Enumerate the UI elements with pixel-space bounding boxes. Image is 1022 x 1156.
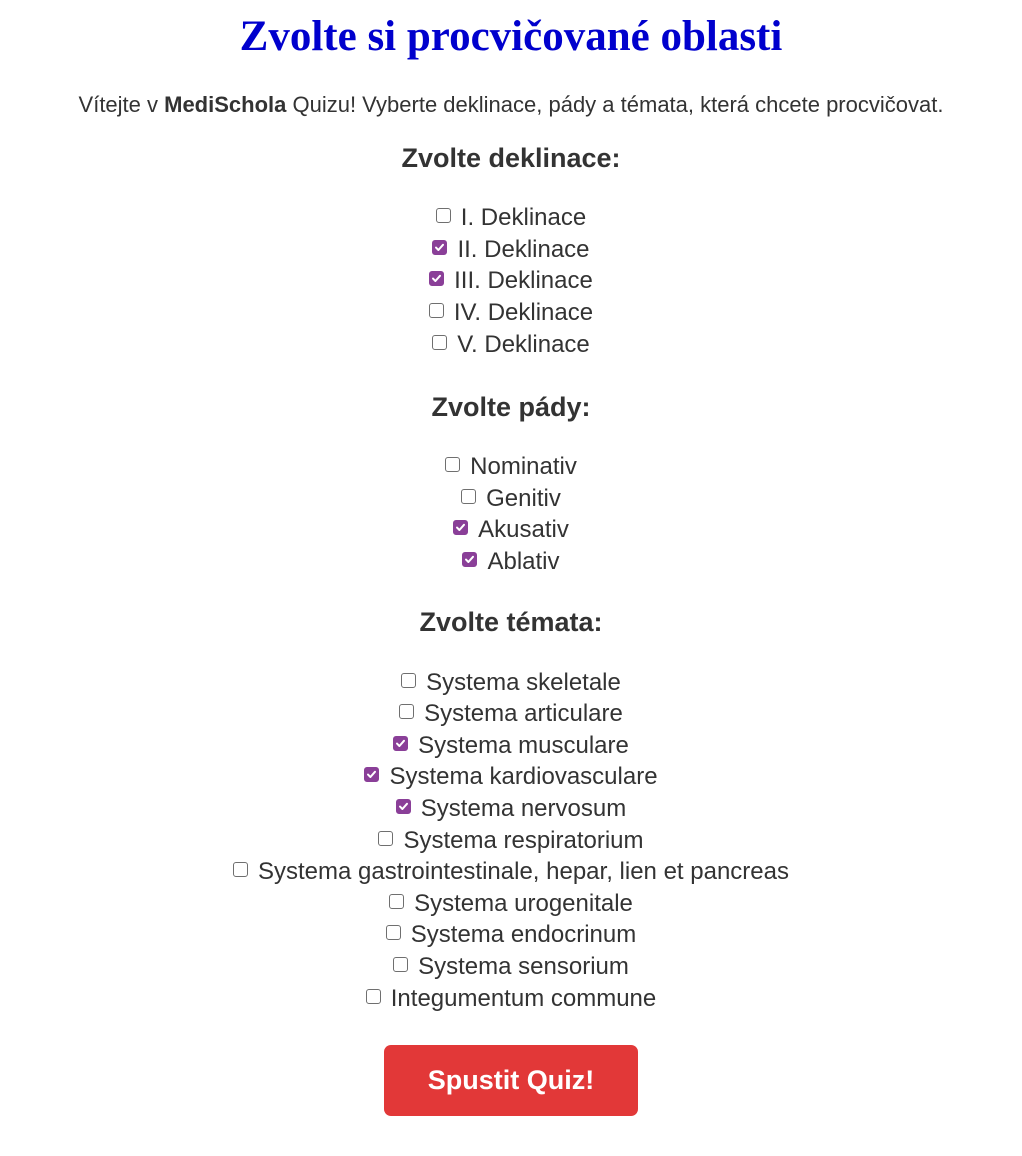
case-label: Ablativ bbox=[487, 548, 560, 576]
checkbox[interactable] bbox=[429, 271, 444, 286]
topic-label: Integumentum commune bbox=[390, 984, 657, 1012]
declensions-heading: Zvolte deklinace: bbox=[401, 143, 621, 173]
start-quiz-button[interactable]: Spustit Quiz! bbox=[384, 1045, 638, 1116]
checkmark-icon bbox=[431, 273, 442, 284]
topic-option[interactable] bbox=[0, 666, 1022, 698]
topic-label: Systema gastrointestinale, hepar, lien et pancreas bbox=[258, 858, 789, 886]
declension-label: III. Deklinace bbox=[454, 267, 593, 295]
checkbox[interactable] bbox=[436, 208, 451, 223]
checkmark-icon bbox=[398, 801, 409, 812]
checkbox[interactable] bbox=[233, 862, 248, 877]
cases-options bbox=[0, 451, 1022, 577]
brand-name: MediSchola bbox=[164, 92, 287, 117]
checkbox[interactable] bbox=[364, 767, 379, 782]
case-option[interactable] bbox=[0, 451, 1022, 483]
topics-heading: Zvolte témata: bbox=[419, 607, 603, 638]
topics-options bbox=[0, 666, 1022, 1014]
declension-option[interactable] bbox=[0, 297, 1022, 329]
checkmark-icon bbox=[366, 769, 377, 780]
declension-option[interactable] bbox=[0, 202, 1022, 234]
checkbox[interactable] bbox=[366, 989, 381, 1004]
topic-option[interactable] bbox=[0, 856, 1022, 888]
checkbox[interactable] bbox=[462, 552, 477, 567]
topic-label: Systema musculare bbox=[418, 731, 629, 759]
declension-option[interactable] bbox=[0, 265, 1022, 297]
case-label: Genitiv bbox=[486, 484, 561, 512]
checkbox[interactable] bbox=[432, 240, 447, 255]
topic-option[interactable] bbox=[0, 982, 1022, 1014]
declension-label: II. Deklinace bbox=[457, 235, 590, 263]
topic-label: Systema endocrinum bbox=[410, 921, 637, 949]
checkmark-icon bbox=[455, 522, 466, 533]
page-title: Zvolte si procvičované oblasti bbox=[239, 13, 783, 60]
checkbox[interactable] bbox=[396, 799, 411, 814]
declension-option[interactable] bbox=[0, 234, 1022, 266]
checkmark-icon bbox=[395, 738, 406, 749]
declension-option[interactable] bbox=[0, 328, 1022, 360]
declension-label: V. Deklinace bbox=[457, 330, 590, 358]
intro-text-after: Quizu! Vyberte deklinace, pády a témata, která chcete procvičovat. bbox=[286, 92, 944, 117]
topic-option[interactable] bbox=[0, 793, 1022, 825]
declension-label: IV. Deklinace bbox=[453, 299, 594, 327]
checkbox[interactable] bbox=[386, 925, 401, 940]
topic-option[interactable] bbox=[0, 919, 1022, 951]
topic-label: Systema skeletale bbox=[426, 668, 621, 696]
case-option[interactable] bbox=[0, 546, 1022, 578]
topic-option[interactable] bbox=[0, 698, 1022, 730]
topic-option[interactable] bbox=[0, 888, 1022, 920]
case-label: Nominativ bbox=[470, 453, 577, 481]
topic-label: Systema sensorium bbox=[418, 952, 629, 980]
topic-label: Systema kardiovasculare bbox=[389, 763, 658, 791]
topic-option[interactable] bbox=[0, 951, 1022, 983]
topic-label: Systema nervosum bbox=[420, 795, 627, 823]
checkbox[interactable] bbox=[432, 335, 447, 350]
checkbox[interactable] bbox=[378, 831, 393, 846]
checkbox[interactable] bbox=[393, 736, 408, 751]
case-option[interactable] bbox=[0, 483, 1022, 515]
intro-text bbox=[0, 92, 1022, 118]
checkbox[interactable] bbox=[445, 457, 460, 472]
topic-option[interactable] bbox=[0, 761, 1022, 793]
case-label: Akusativ bbox=[478, 516, 569, 544]
topic-label: Systema urogenitale bbox=[414, 889, 633, 917]
topic-label: Systema articulare bbox=[424, 700, 623, 728]
checkmark-icon bbox=[464, 554, 475, 565]
checkbox[interactable] bbox=[393, 957, 408, 972]
checkbox[interactable] bbox=[389, 894, 404, 909]
topic-label: Systema respiratorium bbox=[403, 826, 644, 854]
topic-option[interactable] bbox=[0, 824, 1022, 856]
declension-label: I. Deklinace bbox=[460, 204, 587, 232]
checkbox[interactable] bbox=[429, 303, 444, 318]
checkmark-icon bbox=[434, 242, 445, 253]
case-option[interactable] bbox=[0, 514, 1022, 546]
checkbox[interactable] bbox=[453, 520, 468, 535]
checkbox[interactable] bbox=[399, 704, 414, 719]
checkbox[interactable] bbox=[401, 673, 416, 688]
intro-text-before: Vítejte v bbox=[78, 92, 165, 117]
checkbox[interactable] bbox=[461, 489, 476, 504]
topic-option[interactable] bbox=[0, 730, 1022, 762]
submit-area bbox=[0, 1045, 1022, 1116]
declensions-options bbox=[0, 202, 1022, 360]
cases-heading: Zvolte pády: bbox=[431, 391, 591, 422]
